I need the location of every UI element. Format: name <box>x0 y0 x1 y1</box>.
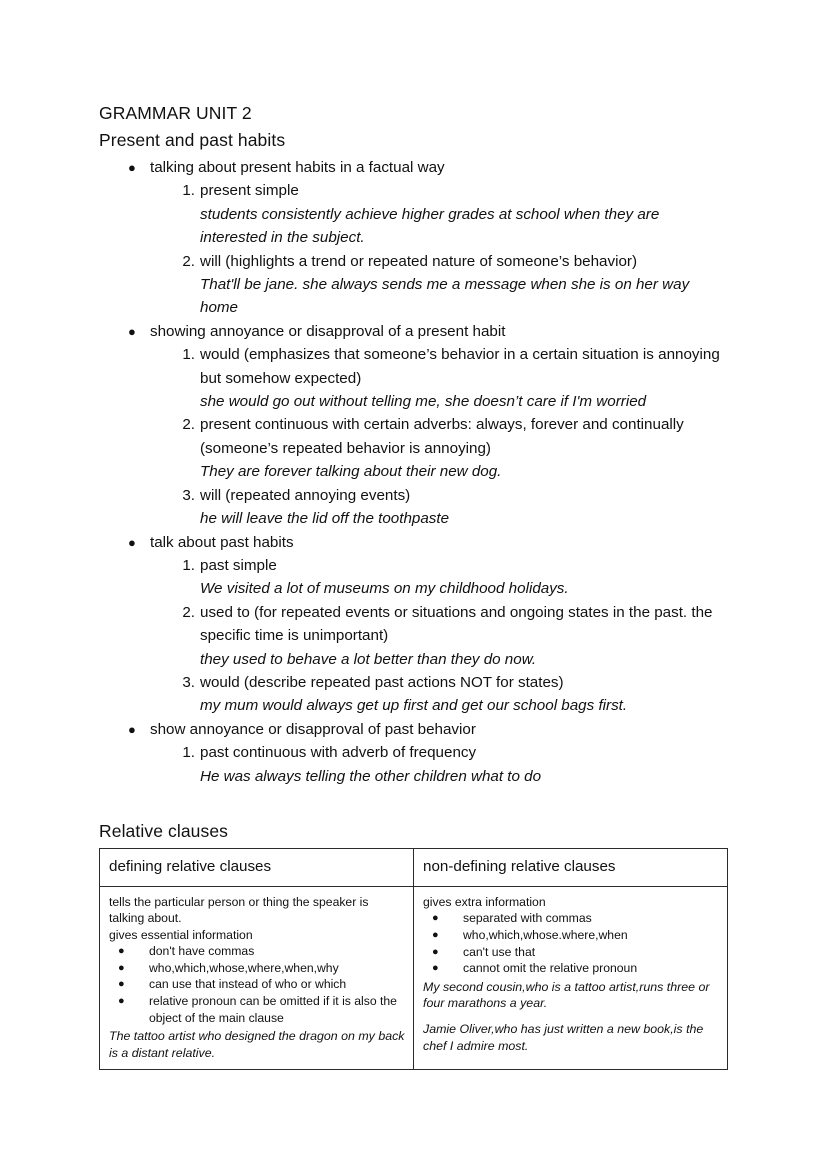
outline-item-label: used to (for repeated events or situations and ongoing states in the past. the specific time is unimportant) <box>200 603 713 645</box>
list-item-text: cannot omit the relative pronoun <box>463 961 638 976</box>
outline-item-label: would (describe repeated past actions NOT for states) <box>200 673 564 691</box>
list-item-text: separated with commas <box>463 911 592 926</box>
list-item-text: who,which,whose,where,when,why <box>149 960 339 975</box>
cell-text-line: gives essential information <box>109 927 253 942</box>
bullet-icon: ● <box>128 721 136 737</box>
outline-item-label: past continuous with adverb of frequency <box>200 744 477 762</box>
outline-item-number: 1. <box>182 744 195 762</box>
outline-item-number: 1. <box>182 182 195 200</box>
outline-item-example: they used to behave a lot better than they do now. <box>200 650 537 668</box>
table-header-defining-label: defining relative clauses <box>109 857 272 875</box>
cell-text-line: gives extra information <box>423 894 546 909</box>
list-item-text: that <box>195 977 216 992</box>
outline-item <box>99 671 729 718</box>
list-item <box>432 960 719 977</box>
bullet-icon: ● <box>118 945 125 958</box>
cell-example: My second cousin,who is a tattoo artist,runs three or four marathons a year. <box>423 979 710 1011</box>
outline-item <box>99 250 729 320</box>
relative-clauses-section <box>99 819 729 1070</box>
bullet-icon: ● <box>432 945 439 958</box>
grammar-outline <box>99 156 729 788</box>
outline-group <box>99 531 729 554</box>
table-header-non-defining-label: non-defining relative clauses <box>423 857 616 875</box>
outline-item <box>99 484 729 531</box>
outline-group-label: talking about present habits in a factual way <box>150 159 445 176</box>
outline-item <box>99 554 729 601</box>
page-subtitle: Present and past habits <box>99 130 286 150</box>
page-title: GRAMMAR UNIT 2 <box>99 103 252 123</box>
outline-item-number: 2. <box>182 603 195 621</box>
cell-bullet-list <box>423 910 719 976</box>
list-item <box>118 943 405 960</box>
cell-bullet-list <box>109 943 405 1026</box>
outline-item <box>99 343 729 413</box>
bullet-icon: ● <box>128 160 136 175</box>
outline-group-label: showing annoyance or disapproval of a present habit <box>150 322 506 340</box>
outline-item-example: he will leave the lid off the toothpaste <box>200 510 450 528</box>
bullet-icon: ● <box>118 978 125 991</box>
table-cell-non-defining <box>414 886 728 1069</box>
non-defining-clause-content <box>414 887 727 1062</box>
list-item <box>432 927 719 944</box>
bullet-icon: ● <box>118 961 125 974</box>
outline-item-label: present continuous with certain adverbs: always, forever and continually (someone’s repeated behavior is annoying) <box>200 416 684 457</box>
bullet-icon: ● <box>432 928 439 941</box>
cell-example: The tattoo artist who designed the dragon on my back is a distant relative. <box>109 1029 405 1060</box>
table-row <box>100 886 728 1069</box>
list-item-text: relative pronoun can be omitted if it is also the object of the main clause <box>149 993 397 1025</box>
outline-group-label: talk about past habits <box>150 533 294 551</box>
bullet-icon: ● <box>432 912 439 925</box>
bullet-icon: ● <box>128 534 136 550</box>
outline-item-example: We visited a lot of museums on my childhood holidays. <box>200 580 569 598</box>
table-header-non-defining <box>414 848 728 886</box>
list-item-text: which <box>315 977 347 992</box>
outline-group <box>99 718 729 741</box>
list-item-text: can't use <box>463 944 515 959</box>
outline-item <box>99 741 729 788</box>
list-item-text: instead of <box>215 977 276 992</box>
list-item <box>118 976 405 993</box>
list-item <box>432 910 719 927</box>
outline-item <box>99 413 729 483</box>
outline-item-label: past simple <box>200 556 277 574</box>
list-item-text: who <box>275 977 298 992</box>
outline-item-number: 1. <box>182 346 195 364</box>
outline-item-number: 1. <box>182 556 195 574</box>
outline-item-label: present simple <box>200 182 299 200</box>
table-header-defining <box>100 848 414 886</box>
list-item <box>118 993 405 1026</box>
list-item <box>118 960 405 977</box>
outline-item-example: students consistently achieve higher grades at school when they are interested in the subject. <box>200 205 660 247</box>
outline-item-label: would (emphasizes that someone’s behavior in a certain situation is annoying but somehow expected) <box>200 346 720 387</box>
outline-item-example: my mum would always get up first and get our school bags first. <box>200 697 628 715</box>
outline-item <box>99 179 729 249</box>
outline-item <box>99 601 729 671</box>
outline-item-example: That'll be jane. she always sends me a message when she is on her way home <box>200 276 690 317</box>
outline-item-label: will (highlights a trend or repeated nature of someone’s behavior) <box>200 252 638 270</box>
list-item-text: or <box>297 977 316 992</box>
outline-item-example: They are forever talking about their new dog. <box>200 463 502 481</box>
cell-text-line: tells the particular person or thing the speaker is talking about. <box>109 894 369 926</box>
defining-clause-content <box>100 887 413 1069</box>
table-cell-defining <box>100 886 414 1069</box>
document-body <box>99 100 729 1070</box>
outline-group-label: show annoyance or disapproval of past behavior <box>150 720 476 738</box>
list-item <box>432 944 719 961</box>
outline-item-number: 3. <box>182 486 195 504</box>
list-item-text: can use <box>149 977 196 992</box>
outline-item-number: 2. <box>182 416 195 434</box>
outline-group <box>99 156 729 179</box>
relative-clauses-heading: Relative clauses <box>99 820 229 841</box>
outline-item-label: will (repeated annoying events) <box>200 486 411 504</box>
bullet-icon: ● <box>118 994 125 1007</box>
outline-item-example: He was always telling the other children what to do <box>200 767 542 785</box>
bullet-icon: ● <box>432 962 439 975</box>
list-item-text: that <box>514 944 536 959</box>
list-item-text: don't have commas <box>149 944 255 959</box>
table-header-row <box>100 848 728 886</box>
cell-example: Jamie Oliver,who has just written a new book,is the chef I admire most. <box>423 1021 704 1053</box>
outline-item-number: 3. <box>182 673 195 691</box>
outline-item-example: she would go out without telling me, she doesn’t care if I'm worried <box>200 393 647 411</box>
relative-clauses-table <box>99 848 728 1070</box>
outline-group <box>99 320 729 343</box>
outline-item-number: 2. <box>182 252 195 270</box>
bullet-icon: ● <box>128 323 136 339</box>
list-item-text: who,which,whose.where,when <box>463 927 628 942</box>
